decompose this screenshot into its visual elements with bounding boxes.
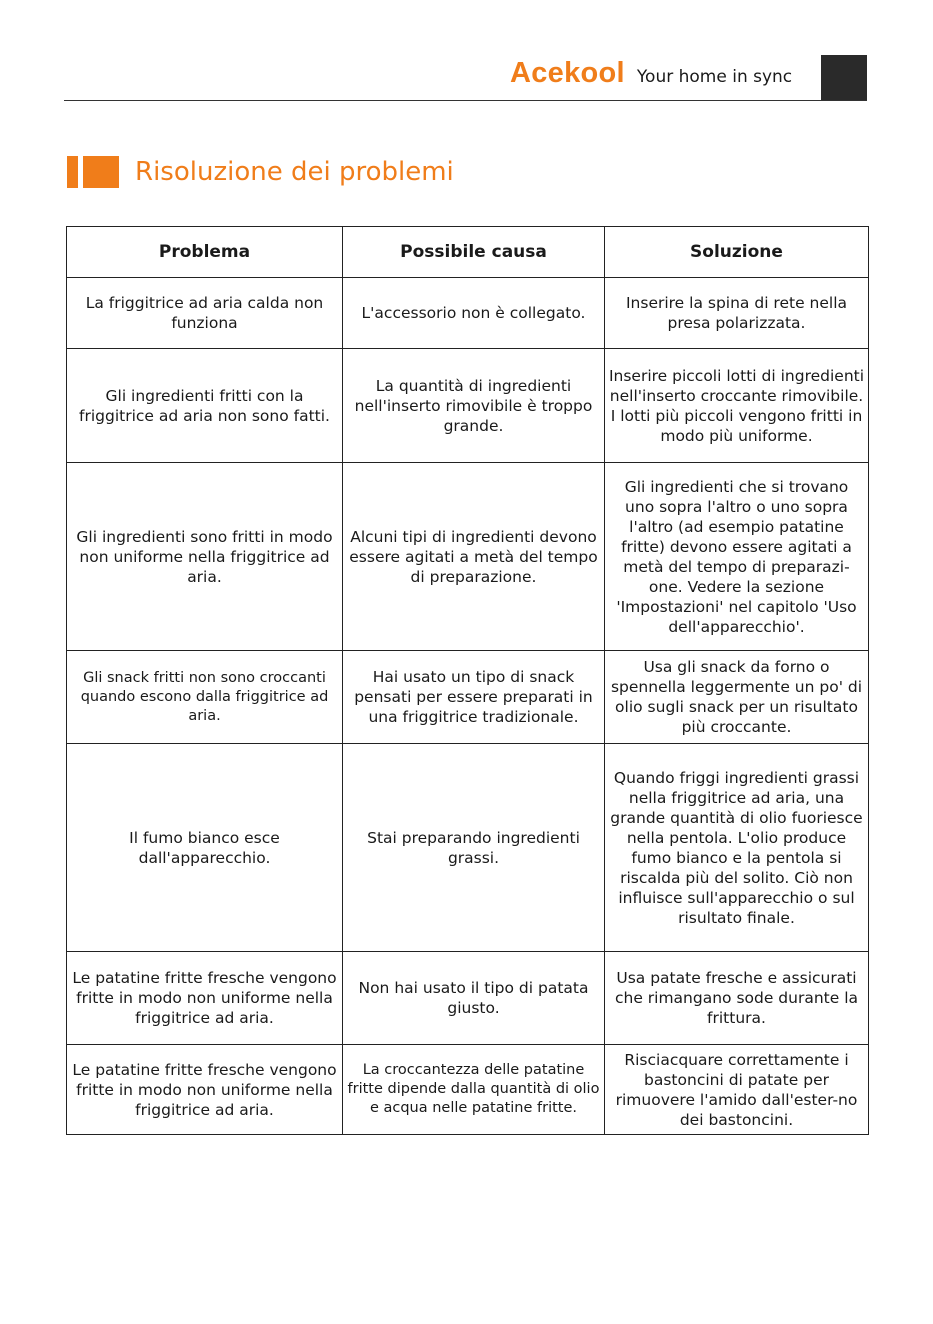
solution-cell: Usa patate fresche e assicurati che rimangano sode durante la frittura. bbox=[605, 952, 869, 1045]
table-row bbox=[67, 1045, 869, 1135]
table-header-row bbox=[67, 227, 869, 278]
table-row bbox=[67, 651, 869, 744]
section-heading bbox=[67, 156, 454, 188]
table-row bbox=[67, 744, 869, 952]
solution-cell: Inserire piccoli lotti di ingredienti nell'inserto croccante rimovibile. I lotti più piccoli vengono fritti in modo più uniforme. bbox=[605, 349, 869, 463]
solution-cell: Usa gli snack da forno o spennella leggermente un po' di olio sugli snack per un risultato più croccante. bbox=[605, 651, 869, 744]
cause-cell: Stai preparando ingredienti grassi. bbox=[343, 744, 605, 952]
title-accent-bar bbox=[67, 156, 78, 188]
page-header bbox=[0, 0, 933, 110]
page-marker-block bbox=[821, 55, 867, 101]
solution-cell: Gli ingredienti che si trovano uno sopra l'altro o uno sopra l'altro (ad esempio patatine fritte) devono essere agitati a metà del tempo di preparazi-one. Vedere la sezione 'Impostazioni' nel capitolo 'Uso dell'apparecchio'. bbox=[605, 463, 869, 651]
cause-cell: La quantità di ingredienti nell'inserto rimovibile è troppo grande. bbox=[343, 349, 605, 463]
troubleshooting-table bbox=[66, 226, 869, 1135]
solution-cell: Quando friggi ingredienti grassi nella friggitrice ad aria, una grande quantità di olio fuoriesce nella pentola. L'olio produce fumo bianco e la pentola si riscalda più del solito. Ciò non influisce sull'apparecchio o sul risultato finale. bbox=[605, 744, 869, 952]
solution-cell: Risciacquare correttamente i bastoncini di patate per rimuovere l'amido dall'ester-no dei bastoncini. bbox=[605, 1045, 869, 1135]
problem-cell: La friggitrice ad aria calda non funziona bbox=[67, 278, 343, 349]
column-header-cause: Possibile causa bbox=[343, 227, 605, 278]
table-row bbox=[67, 463, 869, 651]
table-row bbox=[67, 952, 869, 1045]
problem-cell: Le patatine fritte fresche vengono fritte in modo non uniforme nella friggitrice ad aria. bbox=[67, 1045, 343, 1135]
table-row bbox=[67, 278, 869, 349]
solution-cell: Inserire la spina di rete nella presa polarizzata. bbox=[605, 278, 869, 349]
brand-tagline: Your home in sync bbox=[636, 67, 793, 87]
section-title: Risoluzione dei problemi bbox=[135, 157, 454, 187]
column-header-solution: Soluzione bbox=[605, 227, 869, 278]
problem-cell: Il fumo bianco esce dall'apparecchio. bbox=[67, 744, 343, 952]
cause-cell: Hai usato un tipo di snack pensati per essere preparati in una friggitrice tradizionale. bbox=[343, 651, 605, 744]
column-header-problem: Problema bbox=[67, 227, 343, 278]
cause-cell: La croccantezza delle patatine fritte dipende dalla quantità di olio e acqua nelle patatine fritte. bbox=[343, 1045, 605, 1135]
problem-cell: Gli ingredienti sono fritti in modo non uniforme nella friggitrice ad aria. bbox=[67, 463, 343, 651]
problem-cell: Gli ingredienti fritti con la friggitrice ad aria non sono fatti. bbox=[67, 349, 343, 463]
table-row bbox=[67, 349, 869, 463]
title-accent-block bbox=[83, 156, 119, 188]
header-divider bbox=[64, 100, 867, 101]
problem-cell: Le patatine fritte fresche vengono fritte in modo non uniforme nella friggitrice ad aria. bbox=[67, 952, 343, 1045]
brand-logo: Acekool bbox=[510, 57, 625, 89]
brand bbox=[510, 57, 792, 93]
cause-cell: L'accessorio non è collegato. bbox=[343, 278, 605, 349]
cause-cell: Non hai usato il tipo di patata giusto. bbox=[343, 952, 605, 1045]
problem-cell: Gli snack fritti non sono croccanti quando escono dalla friggitrice ad aria. bbox=[67, 651, 343, 744]
cause-cell: Alcuni tipi di ingredienti devono essere agitati a metà del tempo di preparazione. bbox=[343, 463, 605, 651]
